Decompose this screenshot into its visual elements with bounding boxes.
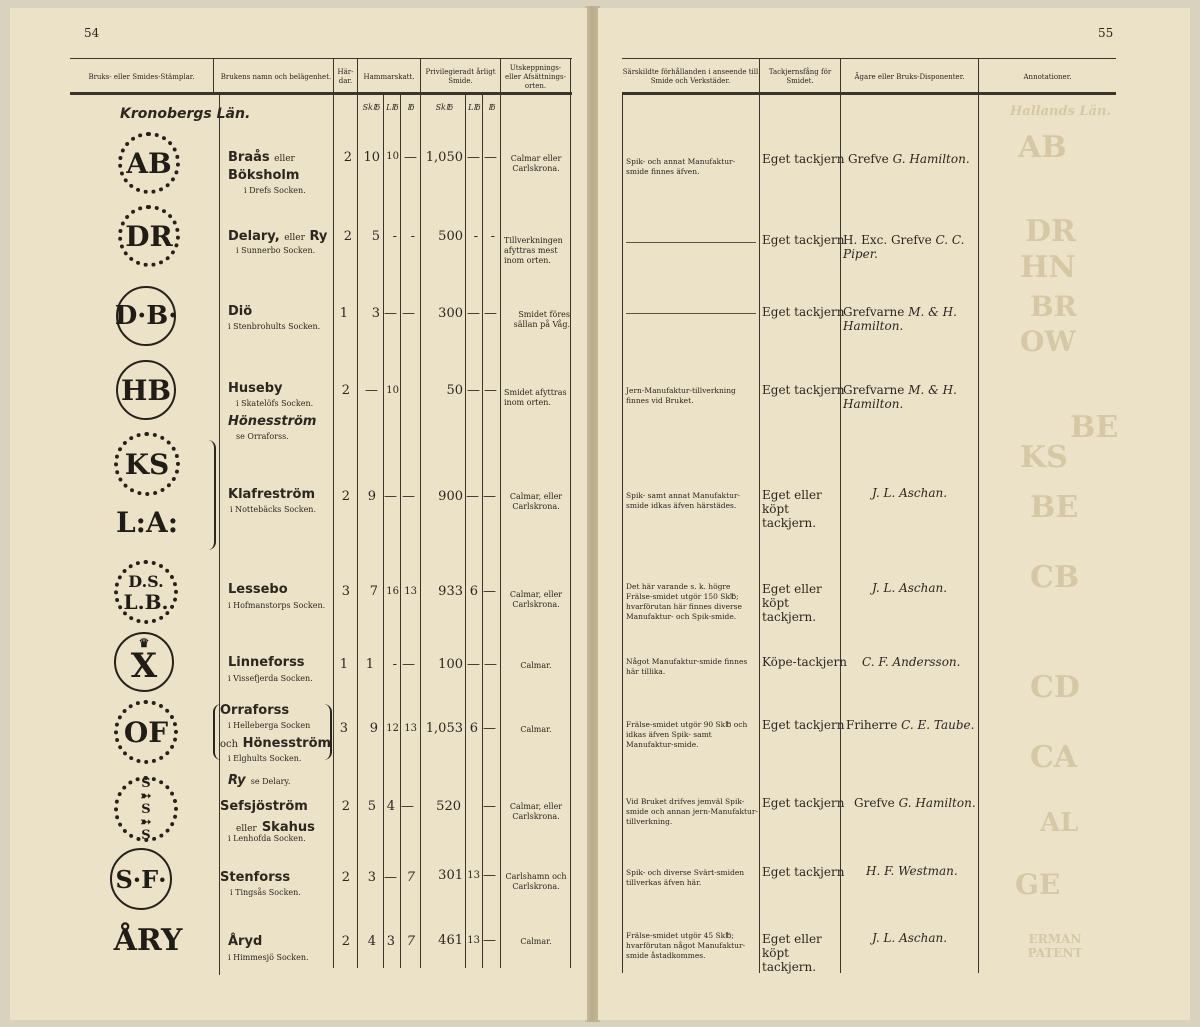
cell-hardar: 3 (339, 721, 348, 736)
header-hammarskatt: Hammarskatt. (363, 72, 415, 81)
stamp-s-text: S (141, 801, 151, 817)
cell-h: 13 (404, 586, 417, 597)
cell-priv-l: 6 (469, 721, 478, 736)
cell-hardar: 2 (341, 383, 350, 398)
bruk-name: Braås (228, 150, 270, 165)
bleed-stamp: AL (1040, 808, 1079, 838)
bruk-name: Klafreström (228, 487, 316, 502)
owner-name: C. E. Taube. (901, 718, 975, 732)
cell-sh: 1 (365, 657, 374, 672)
owner-name: J. L. Aschan. (872, 581, 948, 595)
cell-sh: 9 (367, 489, 376, 504)
cell-tackjern: Eget eller köpt tackjern. (762, 488, 822, 530)
cell-priv-l: - (473, 229, 478, 244)
header-utskeppning: Utskeppnings- eller Afsättnings-orten. (505, 63, 566, 90)
cell-h: 7 (406, 934, 415, 949)
cell-l: 3 (386, 934, 395, 949)
owner-name: J. L. Aschan. (872, 931, 948, 945)
cell-priv-h: — (484, 150, 497, 165)
cell-priv: 100 (438, 657, 463, 672)
header-name: Brukens namn och belägenhet. (220, 72, 332, 81)
bleed-stamp: CA (1030, 740, 1078, 775)
cell-sarskilda: Det här varande s. k. högre Frälse-smidet utgör 150 Sk℔; hvarförutan här finnes diverse Manufaktur- och Spik-smide. (626, 582, 742, 621)
bruk-name-alt: Hönesström (242, 736, 332, 751)
cell-ort: Tillverkningen afyttras mest inom orten. (504, 236, 563, 265)
owner-title: Friherre (846, 718, 898, 732)
stamp-of: OF (114, 700, 178, 764)
owner-title: Grefvarne (843, 305, 905, 319)
cell-priv: 461 (438, 933, 463, 948)
owner-name: H. F. Westman. (866, 864, 958, 878)
cell-h: — (402, 657, 415, 672)
blank-rule (626, 242, 756, 243)
cell-priv: 520 (436, 799, 461, 814)
cell-l: — (384, 306, 397, 321)
bruk-parish: i Nottebäcks Socken. (230, 505, 317, 514)
cell-sh: 7 (369, 584, 378, 599)
cell-priv-h: — (483, 489, 496, 504)
cell-priv: 300 (438, 306, 463, 321)
bleed-stamp: KS (1020, 440, 1068, 475)
stamp-ary: ÅRY (113, 922, 183, 958)
cell-hardar: 1 (339, 306, 348, 321)
cell-priv-h: — (483, 799, 496, 814)
bruk-name: Orraforss (220, 703, 290, 718)
bruk-parish: i Helleberga Socken (228, 721, 311, 730)
stamp-ds-lb (114, 560, 178, 624)
cell-h: — (401, 799, 414, 814)
owner-name: M. & H. Hamilton. (843, 305, 957, 333)
cell-sarskilda: Spik- och diverse Svärt-smiden tillverkas äfven här. (626, 868, 745, 887)
cell-ort: Smidet afyttras inom orten. (504, 388, 567, 407)
bleed-stamp: CD (1030, 670, 1080, 705)
cell-priv-l: — (467, 306, 480, 321)
cell-priv-l: 13 (467, 870, 480, 881)
cell-h: — (404, 150, 417, 165)
cell-hardar: 1 (339, 657, 348, 672)
stamp-dr: DR (118, 205, 180, 267)
bruk-parish: se Orraforss. (236, 432, 289, 441)
bruk-parish: i Elghults Socken. (228, 754, 302, 763)
cell-priv: 900 (438, 489, 463, 504)
cell-priv-h: - (490, 229, 495, 244)
bruk-name-och: och (220, 739, 239, 750)
stamp-crowned-x (114, 632, 174, 692)
crown-icon: ♛ (138, 636, 150, 650)
bruk-parish: i Stenbrohults Socken. (228, 322, 321, 331)
stamp-ks: KS (114, 432, 180, 496)
cell-priv: 301 (438, 868, 463, 883)
stamp-sf: S·F· (110, 848, 172, 910)
stamp-ab: AB (118, 132, 180, 194)
section-title: Kronobergs Län. (120, 106, 251, 122)
cell-priv-h: — (483, 868, 496, 883)
owner-name: J. L. Aschan. (872, 486, 948, 500)
header-agare: Ägare eller Bruks-Disponenter. (854, 72, 965, 81)
stamp-db: D·B· (116, 286, 176, 346)
cell-sarskilda: Jern-Manufaktur-tillverkning finnes vid Bruket. (626, 386, 736, 405)
stamp-hb: HB (116, 360, 176, 420)
cell-tackjern: Eget tackjern (762, 305, 845, 319)
bruk-name: Delary, (228, 229, 280, 244)
bruk-name-alt: Böksholm (228, 168, 300, 183)
bruk-name: Åryd (228, 934, 263, 949)
cell-ort: Calmar eller Carlskrona. (510, 154, 562, 173)
bruk-name-alt: Ry (309, 229, 328, 244)
bruk-parish: i Lenhofda Socken. (228, 834, 306, 843)
bruk-parish: i Himmesjö Socken. (228, 953, 309, 962)
cell-tackjern: Eget tackjern (762, 796, 845, 810)
stamp-s-text: S (141, 775, 151, 791)
bruk-parish: i Sunnerbo Socken. (236, 246, 316, 255)
header-top-rule (70, 58, 572, 59)
stamp-la: L:A: (115, 505, 179, 539)
cell-priv: 1,053 (425, 721, 463, 736)
cell-ort: Calmar, eller Carlskrona. (509, 802, 563, 821)
cell-priv: 1,050 (425, 150, 463, 165)
owner-name: M. & H. Hamilton. (843, 383, 957, 411)
header-privilegierat: Privilegieradt årligt Smide. (425, 68, 496, 85)
cell-tackjern: Eget tackjern (762, 233, 845, 247)
cell-priv-l: 6 (469, 584, 478, 599)
owner-name: G. Hamilton. (898, 796, 976, 810)
bruk-parish: i Tingsås Socken. (230, 888, 301, 897)
owner-name: C. F. Andersson. (862, 655, 961, 669)
cell-hardar: 2 (341, 489, 350, 504)
cell-hardar: 3 (341, 584, 350, 599)
cell-l: — (384, 870, 397, 885)
cell-l: 12 (386, 723, 399, 734)
cell-ort: Calmar. (520, 937, 552, 946)
bruk-name: Ry (228, 773, 246, 788)
cell-ort: Calmar. (520, 725, 552, 734)
cell-sh: 3 (371, 306, 380, 321)
cell-h: 13 (404, 723, 417, 734)
cell-h: — (402, 489, 415, 504)
cell-ort: Calmar, eller Carlskrona. (509, 492, 563, 511)
bruk-name: Stenforss (220, 870, 291, 885)
unit-h: ℔ (407, 103, 414, 112)
owner-title: Grefve (848, 152, 889, 166)
header-top-rule (622, 58, 1116, 59)
cell-priv-l: — (467, 383, 480, 398)
stamp-s-text: S (141, 827, 151, 843)
header-hardar: Här-dar. (337, 68, 354, 85)
cell-hardar: 2 (343, 150, 352, 165)
bleed-stamp: OW (1020, 325, 1076, 358)
bleed-stamp: GE (1015, 868, 1061, 901)
cell-h: — (402, 306, 415, 321)
brace-klafrestrom (206, 440, 216, 550)
bruk-name: Diö (228, 304, 253, 319)
owner-title: Grefvarne (843, 383, 905, 397)
page-number-left: 54 (84, 26, 100, 40)
stamp-arrows-s (114, 776, 178, 842)
cell-sh: 5 (367, 799, 376, 814)
bruk-name: Sefsjöström (220, 799, 308, 814)
cell-priv-l: — (467, 150, 480, 165)
unit-l: L℔ (468, 103, 480, 112)
bruk-name-suffix: eller (274, 154, 295, 164)
header-stamp: Bruks- eller Smides-Stämplar. (88, 72, 195, 81)
cell-priv: 500 (438, 229, 463, 244)
cell-priv-h: — (483, 721, 496, 736)
cell-priv-h: — (483, 584, 496, 599)
owner-title: H. Exc. Grefve (843, 233, 932, 247)
cell-priv-l: — (467, 657, 480, 672)
cell-priv-h: — (484, 657, 497, 672)
cell-hardar: 2 (341, 870, 350, 885)
bruk-parish: se Delary. (250, 777, 291, 786)
cell-l: - (392, 657, 397, 672)
header-sarskilda: Särskildte förhållanden i anseende till Smide och Verkstäder. (622, 68, 759, 85)
unit-sh: Sk℔ (362, 103, 380, 112)
cell-l: 10 (386, 151, 399, 162)
cell-sarskilda: Spik- samt annat Manufaktur-smide idkas äfven härstädes. (626, 491, 741, 510)
cell-tackjern: Eget tackjern (762, 383, 845, 397)
cell-tackjern: Eget tackjern (762, 865, 845, 879)
cell-sarskilda: Frälse-smidet utgör 90 Sk℔ och idkas äfven Spik- samt Manufaktur-smide. (626, 720, 748, 749)
unit-h: ℔ (488, 103, 495, 112)
cell-tackjern: Köpe-tackjern (762, 655, 847, 669)
blank-rule (626, 313, 756, 314)
unit-l: L℔ (386, 103, 398, 112)
owner-name: G. Hamilton. (892, 152, 970, 166)
owner-title: Grefve (854, 796, 895, 810)
cell-priv-h: — (483, 933, 496, 948)
cell-hardar: 2 (341, 934, 350, 949)
cell-sh: 5 (371, 229, 380, 244)
cell-ort: Calmar. (520, 661, 552, 670)
bleed-title: Hallands Län. (1010, 104, 1111, 119)
bruk-name: Huseby (228, 381, 283, 396)
cell-sarskilda: Något Manufaktur-smide finnes här tillika. (626, 657, 748, 676)
cell-l: 16 (386, 586, 399, 597)
bruk-name-suffix: eller (236, 824, 257, 834)
bruk-parish: i Drefs Socken. (244, 186, 306, 195)
cell-h: 7 (406, 870, 415, 885)
cell-tackjern: Eget tackjern (762, 152, 845, 166)
cell-priv: 50 (446, 383, 463, 398)
cell-ort: Calmar, eller Carlskrona. (509, 590, 563, 609)
cell-h: - (410, 229, 415, 244)
cell-sarskilda: Frälse-smidet utgör 45 Sk℔; hvarförutan något Manufaktur-smide åstadkommes. (626, 931, 746, 960)
unit-sh: Sk℔ (435, 103, 453, 112)
bleed-stamp: BR (1030, 290, 1077, 323)
cell-l: - (392, 229, 397, 244)
cell-sh: 4 (367, 934, 376, 949)
bruk-name: Linneforss (228, 655, 305, 670)
cell-tackjern: Eget eller köpt tackjern. (762, 582, 822, 624)
stamp-ds-text: D.S. (128, 572, 164, 591)
cell-tackjern: Eget tackjern (762, 718, 845, 732)
bruk-name: Lessebo (228, 582, 288, 597)
bleed-stamp: ERMAN PATENT (1027, 932, 1083, 960)
arrow-icon: ➳ (140, 788, 152, 804)
cell-l: 10 (386, 385, 399, 396)
cell-priv: 933 (438, 584, 463, 599)
arrow-icon: ➳ (140, 814, 152, 830)
cell-hardar: 2 (343, 229, 352, 244)
bleed-stamp: CB (1030, 560, 1080, 595)
bleed-stamp: BE (1070, 410, 1119, 445)
cell-priv-h: — (484, 306, 497, 321)
stamp-x-text: X (130, 646, 158, 686)
cell-sarskilda: Vid Bruket drifves jemväl Spik-smide och annan jern-Manufaktur-tillverkning. (626, 797, 759, 826)
header-annotationer: Annotationer. (1023, 72, 1072, 81)
cell-sh: 10 (363, 150, 380, 165)
cell-priv-l: — (466, 489, 479, 504)
cell-tackjern: Eget eller köpt tackjern. (762, 932, 822, 974)
cell-ort: Smidet föres sällan på Våg. (513, 310, 570, 329)
cell-hardar: 2 (341, 799, 350, 814)
bleed-stamp: BE (1030, 490, 1079, 525)
bleed-stamp: AB (1018, 130, 1067, 165)
cell-ort: Carlshamn och Carlskrona. (505, 872, 567, 891)
bruk-name-alt: Skahus (261, 820, 315, 835)
page-number-right: 55 (1098, 26, 1114, 40)
cell-priv-l: 13 (467, 935, 480, 946)
bleed-stamp: HN (1020, 250, 1076, 285)
owner-name: C. C. Piper. (843, 233, 965, 261)
cell-l: — (384, 489, 397, 504)
bleed-stamp: DR (1025, 214, 1076, 249)
cell-sarskilda: Spik- och annat Manufaktur-smide finnes äfven. (626, 157, 736, 176)
cell-sh: 3 (367, 870, 376, 885)
cell-sh: — (365, 383, 378, 398)
bruk-name: Hönesström (228, 414, 317, 429)
bruk-name-suffix: eller (284, 233, 305, 243)
bruk-parish: i Vissefjerda Socken. (228, 674, 313, 683)
bruk-parish: i Skatelöfs Socken. (236, 399, 314, 408)
cell-sh: 9 (369, 721, 378, 736)
cell-l: 4 (386, 799, 395, 814)
header-tackjern: Tackjernsfång för Smidet. (768, 68, 832, 85)
cell-priv-h: — (484, 383, 497, 398)
bruk-parish: i Hofmanstorps Socken. (228, 601, 326, 610)
stamp-lb-text: L.B. (123, 590, 169, 614)
